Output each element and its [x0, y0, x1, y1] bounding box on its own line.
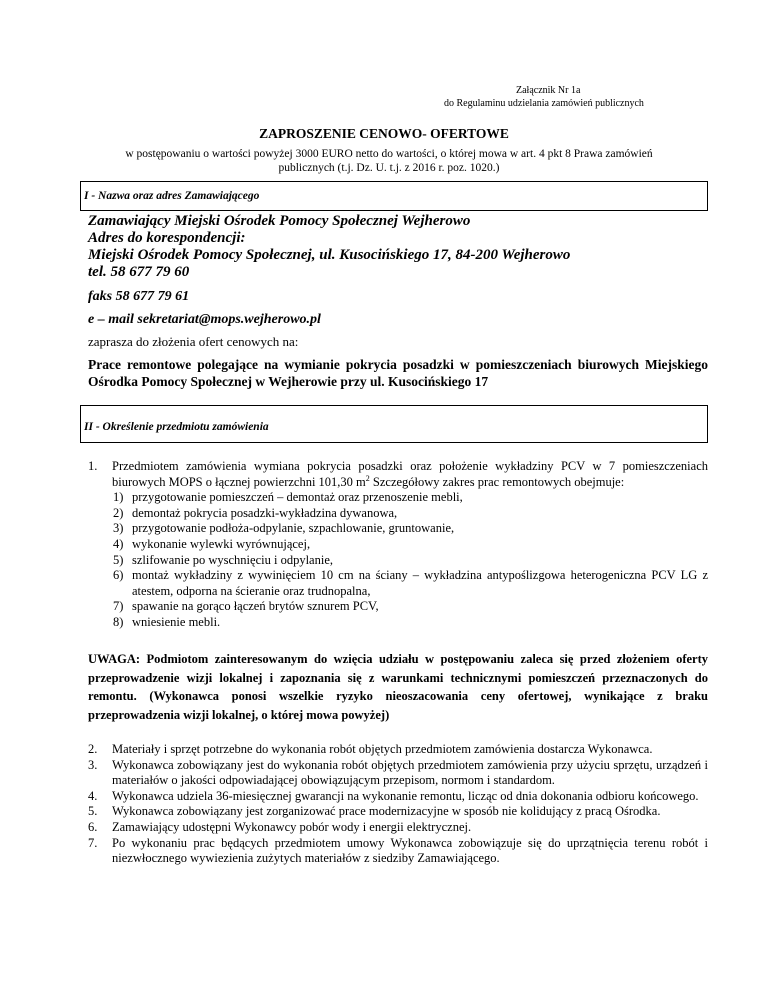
correspondence-address: Miejski Ośrodek Pomocy Społecznej, ul. Kusocińskiego 17, 84-200 Wejherowo: [88, 247, 571, 263]
sub-item-text: montaż wykładziny z wywinięciem 10 cm na ściany – wykładzina antypoślizgowa heterogeniczna PCV LG z atestem, odporna na ścieranie oraz trudnopalna,: [132, 568, 708, 598]
sub-item-text: spawanie na gorąco łączeń brytów sznurem PCV,: [132, 599, 379, 614]
work-title: Prace remontowe polegające na wymianie pokrycia posadzki w pomieszczeniach biurowych Miejskiego Ośrodka Pomocy Społecznej w Wejherowie przy ul. Kusocińskiego 17: [88, 357, 708, 389]
fax-number: faks 58 677 79 61: [88, 289, 190, 304]
sub-item: [88, 521, 708, 537]
scope-list: [88, 459, 708, 631]
sub-item: [88, 615, 708, 631]
correspondence-address-label: Adres do korespondencji:: [88, 230, 246, 246]
item-number: 4.: [88, 788, 98, 803]
list-item: [88, 742, 708, 758]
list-item: [88, 804, 708, 820]
phone-number: tel. 58 677 79 60: [88, 264, 190, 280]
item-number: 2.: [88, 742, 98, 756]
conditions-list: [88, 742, 708, 867]
item-text: Wykonawca zobowiązany jest zorganizować prace modernizacyjne w sposób nie kolidujący z pracą Ośrodka.: [112, 804, 661, 819]
sub-item-number: 1): [113, 490, 124, 505]
contracting-authority-name: Zamawiający Miejski Ośrodek Pomocy Społecznej Wejherowo: [88, 213, 471, 229]
sub-item-number: 7): [113, 599, 124, 614]
sub-item-text: demontaż pokrycia posadzki-wykładzina dywanowa,: [132, 505, 398, 520]
item-number: 1.: [88, 459, 98, 473]
annex-note: [444, 84, 659, 110]
warning-note: UWAGA: Podmiotom zainteresowanym do wzięcia udziału w postępowaniu zaleca się przed złożeniem oferty przeprowadzenie wizji lokalnej i zapoznania się z warunkami technicznymi pomieszczeń przeznaczonych do remontu. (Wykonawca ponosi wszelkie ryzyko nieoszacowania ceny ofertowej, wynikające z braku przeprowadzenia wizji lokalnej, o której mowa powyżej): [88, 652, 708, 722]
item-text: Wykonawca zobowiązany jest do wykonania robót objętych przedmiotem zamówienia przy użyciu sprzętu, urządzeń i materiałów o jakości odpowiadającej obowiązującym przepisom, normom i standardom.: [112, 757, 708, 788]
item-text: Przedmiotem zamówienia wymiana pokrycia posadzki oraz położenie wykładziny PCV w 7 pomieszczeniach biurowych MOPS o łącznej powierzchni 101,30 m: [112, 459, 708, 489]
sub-item: [88, 599, 708, 615]
sub-item-number: 8): [113, 614, 124, 629]
invitation-text: zaprasza do złożenia ofert cenowych na:: [88, 334, 299, 349]
section-1-label: I - Nazwa oraz adres Zamawiającego: [84, 190, 260, 202]
sub-item-text: wykonanie wylewki wyrównującej,: [132, 536, 311, 551]
sub-item-text: przygotowanie pomieszczeń – demontaż oraz przenoszenie mebli,: [132, 490, 463, 505]
item-text: Materiały i sprzęt potrzebne do wykonania robót objętych przedmiotem zamówienia dostarcza Wykonawca.: [112, 742, 653, 756]
sub-item: [88, 537, 708, 553]
annex-line-2: do Regulaminu udzielania zamówień publicznych: [444, 98, 644, 109]
section-1-header-box: [80, 181, 708, 211]
item-number: 7.: [88, 835, 98, 850]
document-title: ZAPROSZENIE CENOWO- OFERTOWE: [259, 126, 509, 141]
sub-item-text: szlifowanie po wyschnięciu i odpylanie,: [132, 552, 333, 567]
item-text: Po wykonaniu prac będących przedmiotem umowy Wykonawca zobowiązuje się do uprzątnięcia terenu robót i niezwłocznego wywiezienia zużytych materiałów z siedziby Zamawiającego.: [112, 835, 708, 866]
section-2-label: II - Określenie przedmiotu zamówienia: [84, 421, 269, 433]
list-item: [88, 758, 708, 789]
list-item: [88, 836, 708, 867]
item-text-cont: Szczegółowy zakres prac remontowych obejmuje:: [369, 474, 625, 489]
section-2-header-box: [80, 405, 708, 443]
list-item: [88, 820, 708, 836]
sub-item: [88, 506, 708, 522]
item-number: 3.: [88, 757, 98, 772]
sub-item-number: 4): [113, 536, 124, 551]
sub-item: [88, 490, 708, 506]
item-text: Wykonawca udziela 36-miesięcznej gwarancji na wykonanie remontu, licząc od dnia dokonania odbioru końcowego.: [112, 788, 699, 803]
list-item: [88, 789, 708, 805]
document-subtitle: w postępowaniu o wartości powyżej 3000 EURO netto do wartości, o której mowa w art. 4 pkt 8 Prawa zamówień publicznych (t.j. Dz. U. t.j. z 2016 r. poz. 1020.): [125, 148, 653, 174]
item-text: Zamawiający udostępni Wykonawcy pobór wody i energii elektrycznej.: [112, 819, 472, 834]
sub-item-number: 3): [113, 521, 124, 536]
sub-item: [88, 553, 708, 569]
sub-item-number: 6): [113, 568, 124, 583]
sub-item: [88, 568, 708, 599]
annex-line-1: Załącznik Nr 1a: [516, 85, 581, 96]
sub-item-number: 2): [113, 505, 124, 520]
list-item: [88, 459, 708, 490]
email-address[interactable]: e – mail sekretariat@mops.wejherowo.pl: [88, 312, 321, 327]
item-number: 6.: [88, 819, 98, 834]
sub-item-text: wniesienie mebli.: [132, 614, 221, 629]
superscript: 2: [365, 473, 370, 483]
sub-item-number: 5): [113, 552, 124, 567]
sub-item-text: przygotowanie podłoża-odpylanie, szpachlowanie, gruntowanie,: [132, 521, 455, 536]
item-number: 5.: [88, 804, 98, 819]
